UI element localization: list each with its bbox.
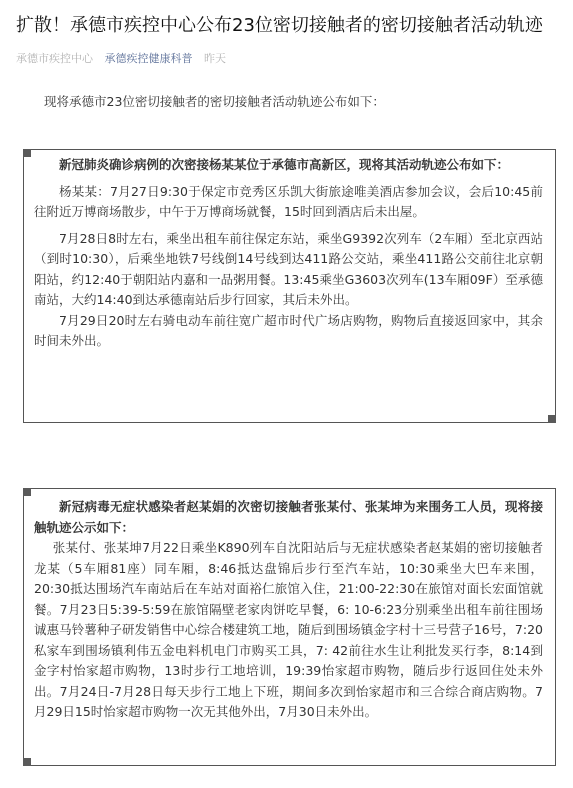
section-1-box	[23, 149, 556, 423]
article-meta	[16, 50, 226, 66]
section-1-paragraph: 杨某某：7月27日9:30于保定市竞秀区乐凯大街旅途唯美酒店参加会议，会后10:45前往附近万博商场散步，中午于万博商场就餐，15时回到酒店后未出屋。	[34, 183, 543, 219]
corner-decoration	[23, 149, 31, 157]
article-source: 承德市疾控中心	[16, 52, 93, 65]
section-1-heading: 新冠肺炎确诊病例的次密接杨某某位于承德市高新区，现将其活动轨迹公布如下：	[59, 157, 510, 172]
corner-decoration	[23, 758, 31, 766]
section-1-paragraph: 7月29日20时左右骑电动车前往宽广超市时代广场店购物，购物后直接返回家中，其余时间未外出。	[34, 312, 543, 348]
section-2-heading: 新冠病毒无症状感染者赵某娟的次密切接触者张某付、张某坤为来围务工人员，现将接触轨迹公示如下：	[34, 499, 543, 535]
section-2-box	[23, 488, 556, 766]
account-name-link[interactable]: 承德疾控健康科普	[104, 52, 193, 65]
intro-text: 现将承德市23位密切接触者的密切接触者活动轨迹公布如下：	[44, 94, 385, 109]
section-2-paragraph: 张某付、张某坤7月22日乘坐K890列车自沈阳站后与无症状感染者赵某娟的密切接触者龙某（5车厢81座）同车厢，8:46抵达盘锦后步行至汽车站，10:30乘坐大巴车来围， 20:30抵达围场汽车南站后在车站对面裕仁旅馆入住，21:00-22:30在旅馆对面长宏面馆就餐。7月23日5:39-5:59在旅馆隔壁老家肉饼吃早餐，6: 10-6:23分别乘坐出租车前往围场诚惠马铃薯种子研发销售中心综合楼建筑工地，随后到围场镇金字村十三号营子16号，7:20私家车到围场镇利伟五金电料机电门市购买工具，7: 42前往水生让利批发买行李，8:14到金字村怡家超市购物，13时步行工地培训，19:39怡家超市购物，随后步行返回住处未外出。7月24日-7月28日每天步行工地上下班，期间多次到怡家超市和三合综合商店购物。7月29日15时怡家超市购物一次无其他外出，7月30日未外出。	[34, 540, 543, 719]
section-1-paragraph: 7月28日8时左右，乘坐出租车前往保定东站，乘坐G9392次列车（2车厢）至北京西站（到时10:30），后乘坐地铁7号线倒14号线到达411路公交站，乘坐411路公交前往北京朝阳站，约12:40于朝阳站内嘉和一品粥用餐。13:45乘坐G3603次列车(13车厢09F）至承德南站，大约14:40到达承德南站后步行回家，其后未外出。	[34, 230, 543, 307]
publish-time: 昨天	[204, 52, 226, 65]
corner-decoration	[23, 488, 31, 496]
article-title: 扩散！承德市疾控中心公布23位密切接触者的密切接触者活动轨迹	[16, 15, 543, 36]
corner-decoration	[548, 415, 556, 423]
